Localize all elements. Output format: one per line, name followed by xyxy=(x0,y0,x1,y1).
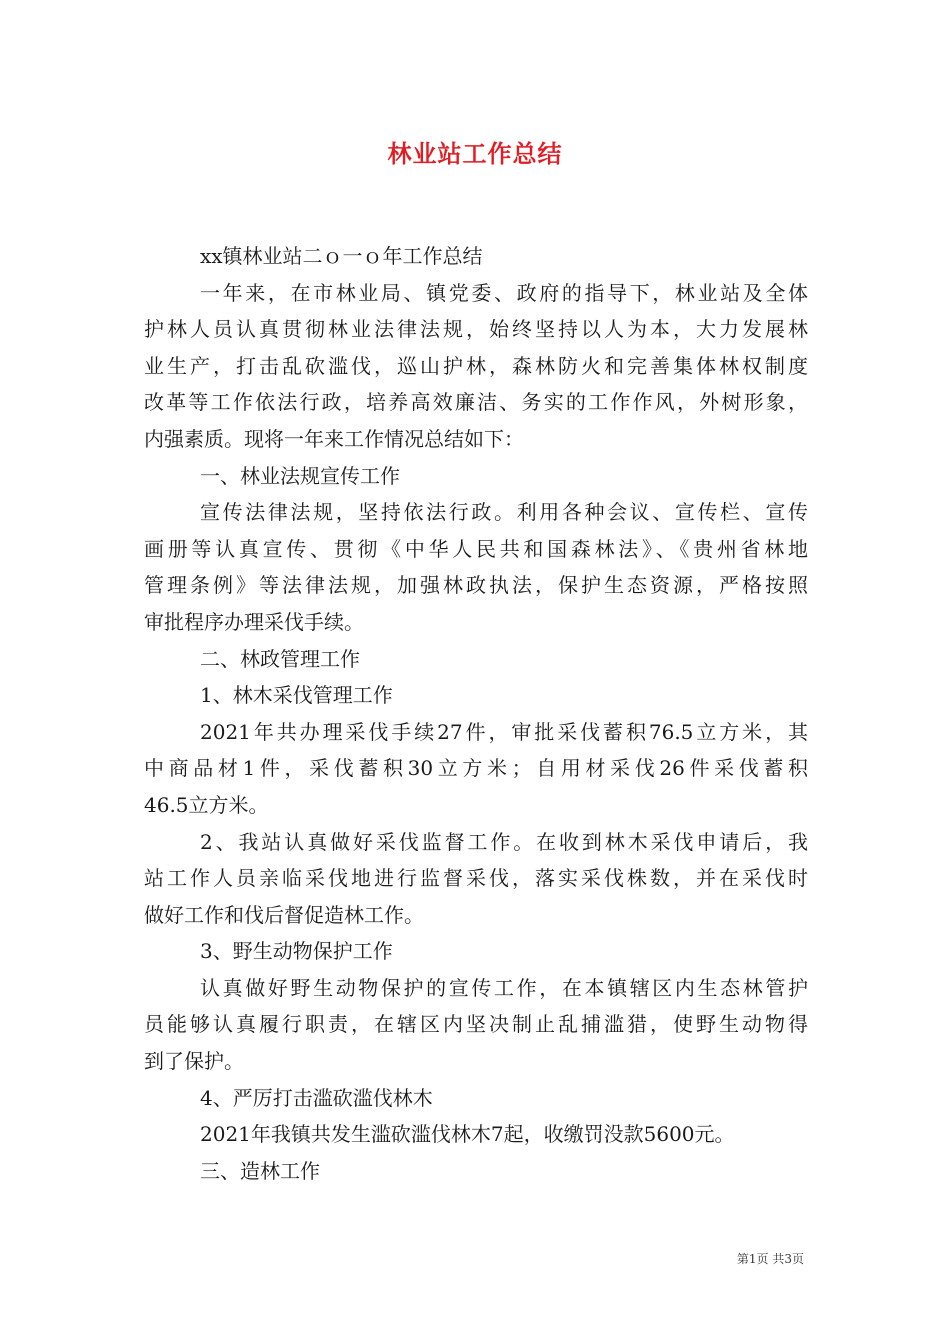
section-heading: 一、林业法规宣传工作 xyxy=(200,463,400,488)
text-line: 2021年共办理采伐手续27件，审批采伐蓄积76.5立方米，其 xyxy=(200,719,808,744)
text-line: 2、我站认真做好采伐监督工作。在收到林木采伐申请后，我 xyxy=(200,829,808,854)
text-line: 画册等认真宣传、贯彻《中华人民共和国森林法》、《贵州省林地 xyxy=(144,536,808,561)
text-line: 内强素质。现将一年来工作情况总结如下： xyxy=(144,426,524,451)
text-line: 宣传法律法规，坚持依法行政。利用各种会议、宣传栏、宣传 xyxy=(200,500,808,525)
text-line: 业生产，打击乱砍滥伐，巡山护林，森林防火和完善集体林权制度 xyxy=(144,353,808,378)
text-line: 审批程序办理采伐手续。 xyxy=(144,609,364,634)
subsection-heading: 1、林木采伐管理工作 xyxy=(200,683,393,708)
text-line: 管理条例》等法律法规，加强林政执法，保护生态资源，严格按照 xyxy=(144,573,808,598)
text-line: 做好工作和伐后督促造林工作。 xyxy=(144,902,424,927)
text-line: 到了保护。 xyxy=(144,1049,244,1074)
section-heading: 三、造林工作 xyxy=(200,1158,320,1183)
subsection-heading: 4、严厉打击滥砍滥伐林木 xyxy=(200,1085,433,1110)
page-number: 第1页 共3页 xyxy=(736,1252,804,1266)
text-line: 站工作人员亲临采伐地进行监督采伐，落实采伐株数，并在采伐时 xyxy=(144,866,808,891)
text-line: 认真做好野生动物保护的宣传工作，在本镇辖区内生态林管护 xyxy=(200,975,808,1000)
text-line: 46.5立方米。 xyxy=(144,792,269,817)
text-line: 2021年我镇共发生滥砍滥伐林木7起，收缴罚没款5600元。 xyxy=(200,1122,735,1147)
text-line: 一年来，在市林业局、镇党委、政府的指导下，林业站及全体 xyxy=(200,280,808,305)
text-line: 员能够认真履行职责，在辖区内坚决制止乱捕滥猎，使野生动物得 xyxy=(144,1012,808,1037)
text-line-subtitle: xx镇林业站二ｏ一ｏ年工作总结 xyxy=(200,244,483,268)
document-body xyxy=(144,238,808,1189)
text-line: 改革等工作依法行政，培养高效廉洁、务实的工作作风，外树形象， xyxy=(144,390,808,415)
text-line: 护林人员认真贯彻林业法律法规，始终坚持以人为本，大力发展林 xyxy=(144,317,808,342)
document-title: 林业站工作总结 xyxy=(387,140,563,168)
section-heading: 二、林政管理工作 xyxy=(200,646,360,671)
subsection-heading: 3、野生动物保护工作 xyxy=(200,939,393,964)
text-line: 中商品材1件，采伐蓄积30立方米；自用材采伐26件采伐蓄积 xyxy=(144,756,808,781)
